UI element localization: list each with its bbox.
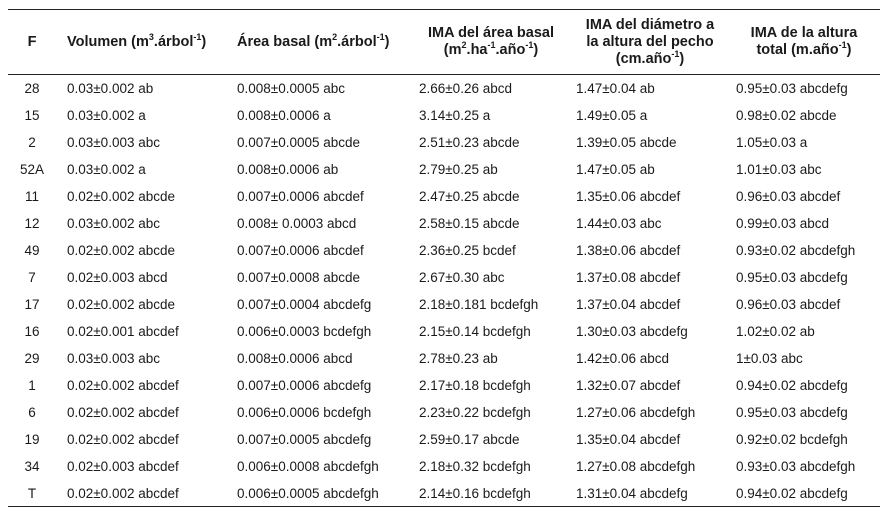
cell-area-basal: 0.008±0.0006 abcd — [237, 351, 353, 366]
cell-ima-area-basal: 2.51±0.23 abcde — [419, 135, 520, 150]
cell-ima-area-basal: 2.58±0.15 abcde — [419, 216, 520, 231]
cell-ima-area-basal: 2.23±0.22 bcdefgh — [419, 405, 531, 420]
cell-ima-area-basal: 2.66±0.26 abcd — [419, 81, 512, 96]
cell-ima-altura: 0.93±0.03 abcdefgh — [736, 459, 856, 474]
cell-f: 15 — [24, 108, 40, 123]
cell-ima-diametro: 1.47±0.04 ab — [576, 81, 655, 96]
cell-volumen: 0.03±0.003 abc — [67, 351, 160, 366]
table-row — [0, 210, 886, 237]
cell-volumen: 0.02±0.002 abcde — [67, 243, 175, 258]
cell-ima-diametro: 1.44±0.03 abc — [576, 216, 662, 231]
table-row — [0, 345, 886, 372]
header-ima-area-basal-label: IMA del área basal $(m^2.ha^{-1}.año^{-1})$ — [428, 25, 554, 58]
cell-ima-area-basal: 2.78±0.23 ab — [419, 351, 498, 366]
cell-area-basal: 0.008±0.0006 a — [237, 108, 331, 123]
cell-ima-altura: 0.95±0.03 abcdefg — [736, 270, 848, 285]
cell-volumen: 0.02±0.002 abcde — [67, 297, 175, 312]
cell-volumen: 0.02±0.002 abcdef — [67, 486, 179, 501]
cell-ima-area-basal: 2.47±0.25 abcde — [419, 189, 520, 204]
cell-area-basal: 0.008±0.0005 abc — [237, 81, 345, 96]
cell-ima-altura: 0.99±0.03 abcd — [736, 216, 829, 231]
table-row — [0, 75, 886, 102]
cell-f: 52A — [19, 162, 45, 177]
table-row — [0, 399, 886, 426]
header-area-basal — [237, 14, 417, 70]
cell-ima-altura: 0.96±0.03 abcdef — [736, 297, 841, 312]
cell-ima-diametro: 1.38±0.06 abcdef — [576, 243, 681, 258]
cell-f: 19 — [24, 432, 40, 447]
table-row — [0, 156, 886, 183]
cell-ima-diametro: 1.37±0.08 abcdef — [576, 270, 681, 285]
cell-ima-area-basal: 2.79±0.25 ab — [419, 162, 498, 177]
cell-area-basal: 0.007±0.0008 abcde — [237, 270, 361, 285]
header-volumen-label: Volumen $(m^3.árbol^{-1})$ — [67, 31, 207, 50]
cell-volumen: 0.03±0.003 abc — [67, 135, 160, 150]
header-f-label: F — [27, 33, 37, 50]
cell-area-basal: 0.007±0.0005 abcde — [237, 135, 361, 150]
table-row — [0, 372, 886, 399]
table-row — [0, 102, 886, 129]
cell-f: 2 — [28, 135, 36, 150]
cell-ima-area-basal: 2.36±0.25 bcdef — [419, 243, 516, 258]
header-volumen — [67, 14, 237, 70]
cell-volumen: 0.02±0.002 abcdef — [67, 405, 179, 420]
cell-volumen: 0.03±0.002 abc — [67, 216, 160, 231]
cell-ima-altura: 0.95±0.03 abcdefg — [736, 405, 848, 420]
cell-f: 7 — [28, 270, 36, 285]
cell-area-basal: 0.006±0.0003 bcdefgh — [237, 324, 372, 339]
cell-ima-diametro: 1.35±0.04 abcdef — [576, 432, 681, 447]
cell-ima-diametro: 1.37±0.04 abcdef — [576, 297, 681, 312]
cell-ima-diametro: 1.35±0.06 abcdef — [576, 189, 681, 204]
cell-ima-altura: 0.93±0.02 abcdefgh — [736, 243, 856, 258]
cell-ima-altura: 0.96±0.03 abcdef — [736, 189, 841, 204]
cell-ima-area-basal: 2.18±0.181 bcdefgh — [419, 297, 539, 312]
cell-ima-area-basal: 2.17±0.18 bcdefgh — [419, 378, 531, 393]
table-row — [0, 426, 886, 453]
cell-area-basal: 0.006±0.0008 abcdefgh — [237, 459, 379, 474]
header-ima-area-basal — [416, 14, 566, 70]
header-ima-diametro-label: IMA del diámetro a la altura del pecho (cm.año$^{-1}$) — [585, 16, 715, 67]
table-row — [0, 183, 886, 210]
cell-volumen: 0.02±0.003 abcd — [67, 270, 168, 285]
cell-ima-altura: 1.05±0.03 a — [736, 135, 808, 150]
cell-ima-altura: 0.92±0.02 bcdefgh — [736, 432, 848, 447]
cell-ima-area-basal: 2.18±0.32 bcdefgh — [419, 459, 531, 474]
cell-ima-altura: 0.94±0.02 abcdefg — [736, 486, 848, 501]
table-row — [0, 291, 886, 318]
cell-volumen: 0.02±0.003 abcdef — [67, 459, 179, 474]
cell-ima-diametro: 1.27±0.08 abcdefgh — [576, 459, 696, 474]
cell-ima-altura: 1.02±0.02 ab — [736, 324, 815, 339]
header-f — [14, 14, 50, 70]
cell-ima-altura: 1±0.03 abc — [736, 351, 803, 366]
cell-volumen: 0.02±0.002 abcdef — [67, 432, 179, 447]
cell-ima-diametro: 1.39±0.05 abcde — [576, 135, 677, 150]
cell-ima-diametro: 1.32±0.07 abcdef — [576, 378, 681, 393]
table-row — [0, 237, 886, 264]
cell-ima-altura: 0.95±0.03 abcdefg — [736, 81, 848, 96]
header-area-basal-label: Área basal $(m^2.árbol^{-1})$ — [237, 31, 390, 50]
cell-area-basal: 0.007±0.0004 abcdefg — [237, 297, 372, 312]
cell-volumen: 0.02±0.002 abcde — [67, 189, 175, 204]
cell-area-basal: 0.007±0.0006 abcdef — [237, 189, 364, 204]
cell-area-basal: 0.007±0.0006 abcdef — [237, 243, 364, 258]
cell-ima-diametro: 1.47±0.05 ab — [576, 162, 655, 177]
cell-ima-area-basal: 2.59±0.17 abcde — [419, 432, 520, 447]
header-ima-altura — [734, 14, 874, 70]
cell-ima-area-basal: 2.14±0.16 bcdefgh — [419, 486, 531, 501]
cell-ima-area-basal: 3.14±0.25 a — [419, 108, 491, 123]
cell-f: 1 — [28, 378, 36, 393]
cell-area-basal: 0.008±0.0006 ab — [237, 162, 339, 177]
cell-ima-diametro: 1.42±0.06 abcd — [576, 351, 669, 366]
cell-area-basal: 0.008± 0.0003 abcd — [237, 216, 357, 231]
cell-ima-diametro: 1.49±0.05 a — [576, 108, 648, 123]
cell-volumen: 0.03±0.002 a — [67, 108, 146, 123]
cell-ima-altura: 0.94±0.02 abcdefg — [736, 378, 848, 393]
cell-f: 6 — [28, 405, 36, 420]
cell-volumen: 0.03±0.002 a — [67, 162, 146, 177]
table-top-rule — [8, 9, 880, 10]
cell-area-basal: 0.006±0.0006 bcdefgh — [237, 405, 372, 420]
cell-f: 28 — [24, 81, 40, 96]
table-row — [0, 453, 886, 480]
table-row — [0, 129, 886, 156]
table-row — [0, 318, 886, 345]
cell-ima-diametro: 1.31±0.04 abcdefg — [576, 486, 688, 501]
header-ima-diametro — [570, 14, 730, 70]
table-row — [0, 480, 886, 507]
cell-f: 49 — [24, 243, 40, 258]
cell-ima-area-basal: 2.15±0.14 bcdefgh — [419, 324, 531, 339]
cell-ima-diametro: 1.27±0.06 abcdefgh — [576, 405, 696, 420]
cell-ima-altura: 0.98±0.02 abcde — [736, 108, 837, 123]
cell-volumen: 0.02±0.001 abcdef — [67, 324, 179, 339]
cell-ima-altura: 1.01±0.03 abc — [736, 162, 822, 177]
cell-ima-area-basal: 2.67±0.30 abc — [419, 270, 505, 285]
cell-f: 29 — [24, 351, 40, 366]
cell-area-basal: 0.007±0.0005 abcdefg — [237, 432, 372, 447]
cell-f: 12 — [24, 216, 40, 231]
table-bottom-rule — [8, 506, 880, 507]
cell-ima-diametro: 1.30±0.03 abcdefg — [576, 324, 688, 339]
cell-f: 16 — [24, 324, 40, 339]
cell-volumen: 0.03±0.002 ab — [67, 81, 154, 96]
cell-f: 11 — [24, 189, 39, 204]
header-ima-altura-label: IMA de la altura total (m.año$^{-1}$) — [750, 25, 858, 58]
cell-volumen: 0.02±0.002 abcdef — [67, 378, 179, 393]
cell-area-basal: 0.006±0.0005 abcdefgh — [237, 486, 379, 501]
cell-area-basal: 0.007±0.0006 abcdefg — [237, 378, 372, 393]
cell-f: T — [27, 486, 37, 501]
table-row — [0, 264, 886, 291]
cell-f: 34 — [24, 459, 40, 474]
cell-f: 17 — [24, 297, 40, 312]
